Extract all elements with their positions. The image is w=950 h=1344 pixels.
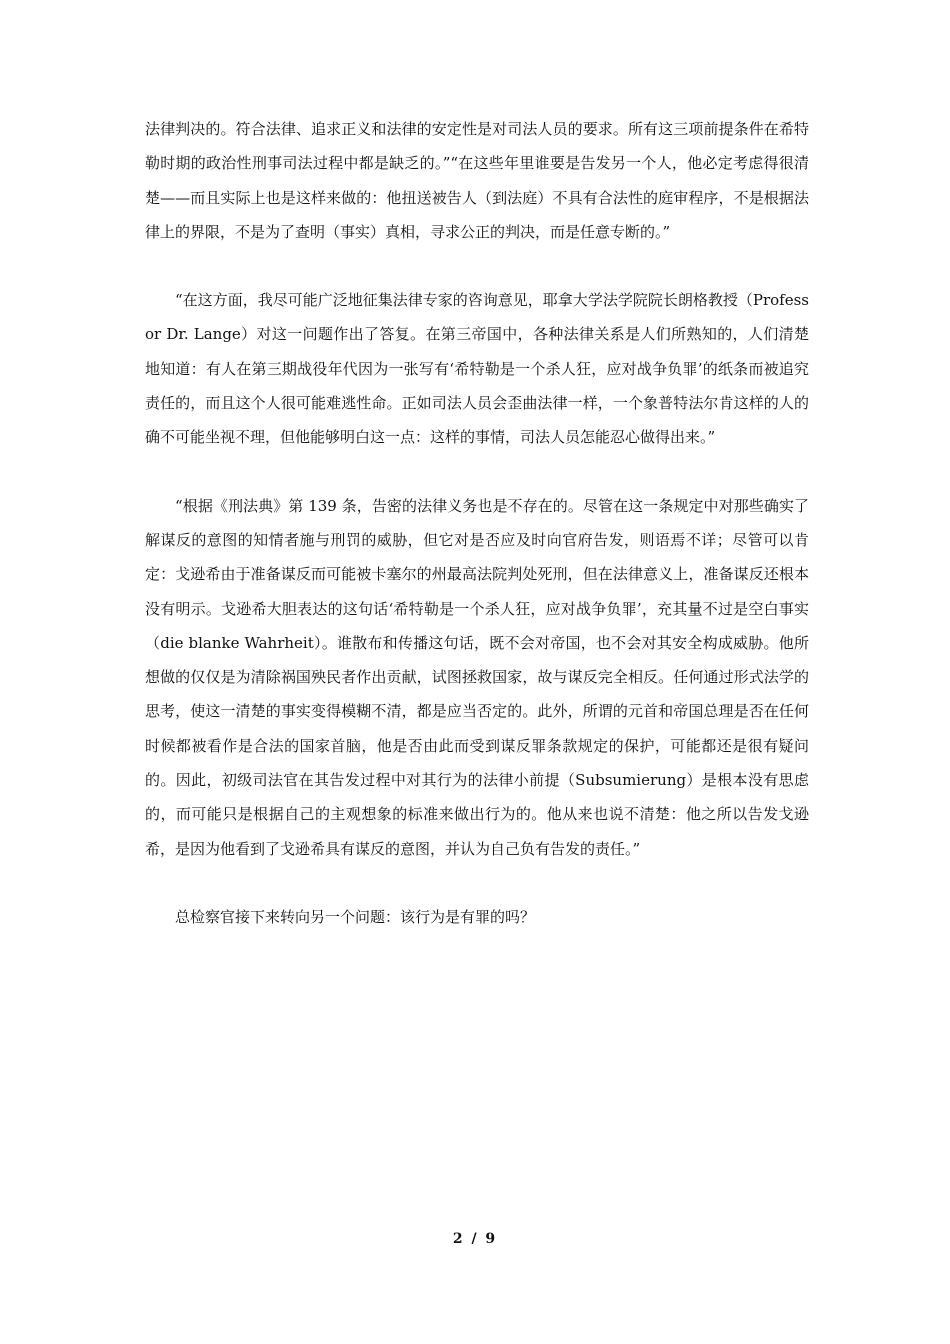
document-body <box>145 112 809 934</box>
paragraph-2: “在这方面，我尽可能广泛地征集法律专家的咨询意见，耶拿大学法学院院长朗格教授（Professor Dr. Lange）对这一问题作出了答复。在第三帝国中，各种法律关系是人们所熟知的，人们清楚地知道：有人在第三期战役年代因为一张写有‘希特勒是一个杀人狂，应对战争负罪’的纸条而被追究责任的，而且这个人很可能难逃性命。正如司法人员会歪曲法律一样，一个象普特法尔肯这样的人的确不可能坐视不理，但他能够明白这一点：这样的事情，司法人员怎能忍心做得出来。” <box>145 291 809 447</box>
paragraph-spacer <box>145 866 809 900</box>
paragraph-spacer <box>145 455 809 489</box>
paragraph-4: 总检察官接下来转向另一个问题：该行为是有罪的吗？ <box>175 907 536 926</box>
paragraph-spacer <box>145 249 809 283</box>
paragraph-1: 法律判决的。符合法律、追求正义和法律的安定性是对司法人员的要求。所有这三项前提条件在希特勒时期的政治性刑事司法过程中都是缺乏的。”“在这些年里谁要是告发另一个人，他必定考虑得很清楚——而且实际上也是这样来做的：他扭送被告人（到法庭）不具有合法性的庭审程序，不是根据法律上的界限，不是为了查明（事实）真相，寻求公正的判决，而是任意专断的。” <box>145 120 809 241</box>
paragraph-3: “根据《刑法典》第 139 条，告密的法律义务也是不存在的。尽管在这一条规定中对那些确实了解谋反的意图的知情者施与刑罚的威胁，但它对是否应及时向官府告发，则语焉不详；尽管可以肯定：戈逊希由于准备谋反而可能被卡塞尔的州最高法院判处死刑，但在法律意义上，准备谋反还根本没有明示。戈逊希大胆表达的这句话‘希特勒是一个杀人狂，应对战争负罪’，充其量不过是空白事实（die blanke Wahrheit）。谁散布和传播这句话，既不会对帝国，也不会对其安全构成威胁。他所想做的仅仅是为清除祸国殃民者作出贡献，试图拯救国家，故与谋反完全相反。任何通过形式法学的思考，使这一清楚的事实变得模糊不清，都是应当否定的。此外，所谓的元首和帝国总理是否在任何时候都被看作是合法的国家首脑，他是否由此而受到谋反罪条款规定的保护，可能都还是很有疑问的。因此，初级司法官在其告发过程中对其行为的法律小前提（Subsumierung）是根本没有思虑的，而可能只是根据自己的主观想象的标准来做出行为的。他从来也说不清楚：他之所以告发戈逊希，是因为他看到了戈逊希具有谋反的意图，并认为自己负有告发的责任。” <box>145 496 809 858</box>
page-number: 2 / 9 <box>452 1231 498 1247</box>
